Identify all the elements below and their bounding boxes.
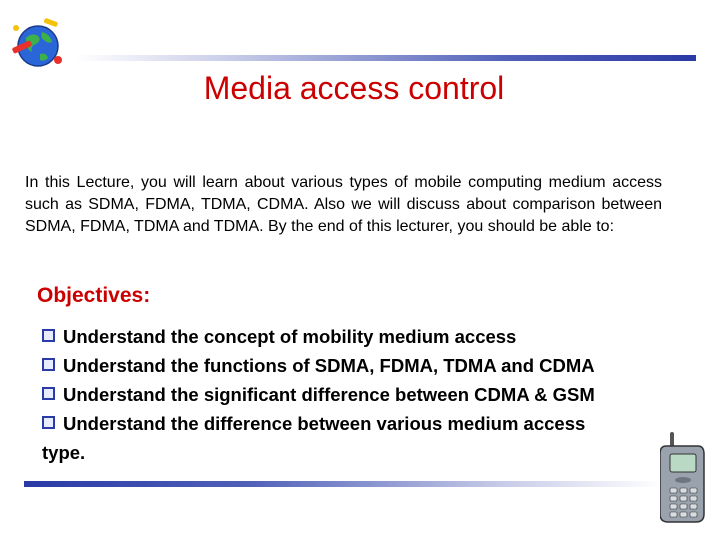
top-divider <box>76 55 696 61</box>
objective-text: Understand the functions of SDMA, FDMA, TDMA and CDMA <box>63 355 595 376</box>
globe-logo-icon <box>8 14 68 74</box>
objective-tail: type. <box>42 442 86 463</box>
list-item <box>42 409 662 438</box>
list-item <box>42 351 662 380</box>
mobile-phone-icon <box>660 432 706 524</box>
bottom-divider <box>24 481 664 487</box>
objectives-list <box>42 322 662 467</box>
slide-title: Media access control <box>203 70 505 106</box>
objective-text: Understand the difference between various medium access <box>63 413 586 434</box>
square-bullet-icon <box>42 387 55 400</box>
objectives-heading: Objectives: <box>37 284 151 307</box>
square-bullet-icon <box>42 416 55 429</box>
square-bullet-icon <box>42 329 55 342</box>
objective-text: Understand the significant difference between CDMA & GSM <box>63 384 595 405</box>
objective-text: Understand the concept of mobility medium access <box>63 326 517 347</box>
square-bullet-icon <box>42 358 55 371</box>
list-item <box>42 380 662 409</box>
list-item <box>42 322 662 351</box>
intro-paragraph: In this Lecture, you will learn about various types of mobile computing medium access such as SDMA, FDMA, TDMA, CDMA. Also we will discuss about comparison between SDMA, FDMA, TDMA and TDMA. By the end of this lecturer, you should be able to: <box>25 174 662 235</box>
